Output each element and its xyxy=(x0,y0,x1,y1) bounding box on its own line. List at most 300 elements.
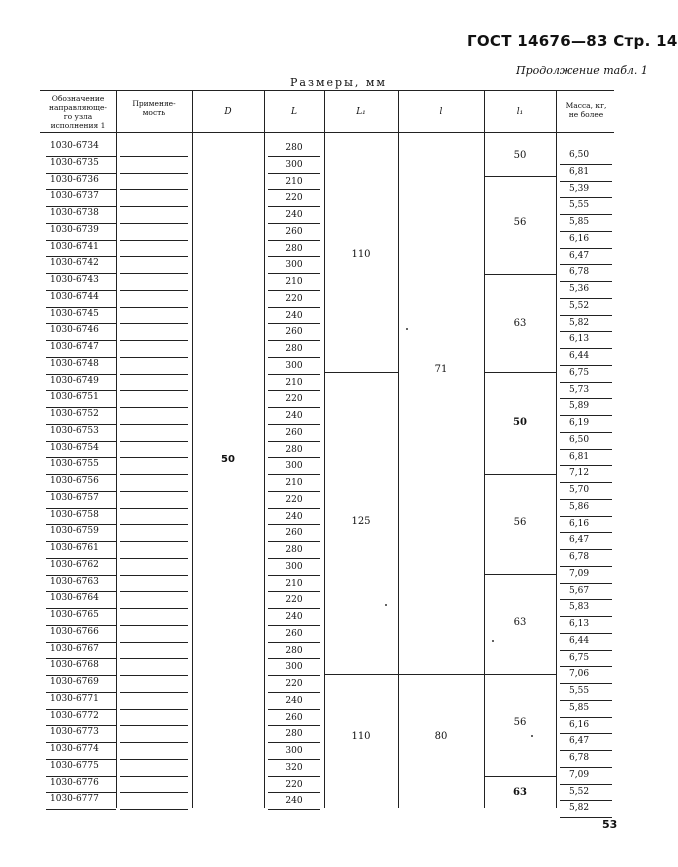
mass-cell: 6,81 xyxy=(569,451,590,462)
designation-cell: 1030-6736 xyxy=(50,174,99,185)
row-rule xyxy=(120,357,188,358)
row-rule xyxy=(268,240,320,241)
row-rule xyxy=(268,223,320,224)
L-cell: 210 xyxy=(285,578,303,589)
row-rule xyxy=(268,709,320,710)
mass-cell: 6,16 xyxy=(569,719,590,730)
row-rule xyxy=(46,457,116,458)
L-cell: 280 xyxy=(285,344,303,354)
mass-rule xyxy=(560,331,612,332)
col-sep-4 xyxy=(324,90,325,808)
mass-rule xyxy=(560,315,612,316)
gost-header: ГОСТ 14676—83 Стр. 14 xyxy=(467,32,678,50)
row-rule xyxy=(120,273,188,274)
row-rule xyxy=(46,273,116,274)
row-rule xyxy=(120,591,188,592)
row-rule xyxy=(120,725,188,726)
mass-rule xyxy=(560,566,612,567)
col-sep-6 xyxy=(484,90,485,808)
row-rule xyxy=(268,340,320,341)
mass-rule xyxy=(560,432,612,433)
row-rule xyxy=(268,307,320,308)
merged-l1-1: 50 xyxy=(513,150,527,161)
row-rule xyxy=(46,189,116,190)
row-rule xyxy=(120,491,188,492)
mass-rule xyxy=(560,214,612,215)
col-sep-1 xyxy=(116,90,117,808)
L-cell: 260 xyxy=(285,628,303,639)
designation-cell: 1030-6773 xyxy=(50,727,99,738)
L-cell: 280 xyxy=(285,444,303,455)
mass-cell: 7,09 xyxy=(569,769,590,780)
L-cell: 220 xyxy=(285,779,303,790)
mass-cell: 6,44 xyxy=(569,635,590,646)
mass-cell: 5,36 xyxy=(569,284,590,294)
row-rule xyxy=(268,407,320,408)
L-cell: 220 xyxy=(285,679,303,689)
print-speck xyxy=(531,735,533,737)
designation-cell: 1030-6762 xyxy=(50,559,99,570)
mass-cell: 5,82 xyxy=(569,803,590,814)
row-rule xyxy=(268,156,320,157)
mass-rule xyxy=(560,415,612,416)
row-rule xyxy=(268,323,320,324)
row-rule xyxy=(120,776,188,777)
mass-rule xyxy=(560,264,612,265)
mass-cell: 6,78 xyxy=(569,267,590,278)
mass-rule xyxy=(560,482,612,483)
designation-cell: 1030-6735 xyxy=(50,157,99,168)
designation-cell: 1030-6767 xyxy=(50,643,99,654)
mass-rule xyxy=(560,549,612,550)
designation-cell: 1030-6744 xyxy=(50,291,99,302)
l1-group-sep-2 xyxy=(484,274,556,275)
row-rule xyxy=(120,558,188,559)
designation-cell: 1030-6758 xyxy=(50,509,99,520)
designation-cell: 1030-6759 xyxy=(50,526,99,537)
row-rule xyxy=(268,173,320,174)
L-cell: 280 xyxy=(285,143,303,153)
row-rule xyxy=(268,491,320,492)
merged-l1-2: 56 xyxy=(513,217,527,228)
L-cell: 240 xyxy=(285,796,303,807)
row-rule xyxy=(268,776,320,777)
mass-cell: 6,47 xyxy=(569,736,590,747)
designation-cell: 1030-6751 xyxy=(50,392,99,403)
designation-cell: 1030-6761 xyxy=(50,543,99,553)
designation-cell: 1030-6737 xyxy=(50,191,99,202)
row-rule xyxy=(268,759,320,760)
header-applicability: Применяе- мость xyxy=(132,99,176,117)
L-cell: 220 xyxy=(285,193,303,204)
L-cell: 280 xyxy=(285,729,303,740)
row-rule xyxy=(120,759,188,760)
mass-cell: 6,81 xyxy=(569,166,590,177)
mass-rule xyxy=(560,800,612,801)
mass-rule xyxy=(560,633,612,634)
designation-cell: 1030-6747 xyxy=(50,342,99,352)
mass-cell: 6,16 xyxy=(569,233,590,244)
table-continuation-note: Продолжение табл. 1 xyxy=(516,64,648,77)
table-header-divider xyxy=(40,132,614,133)
header-L1: L₁ xyxy=(356,107,366,117)
mass-cell: 6,47 xyxy=(569,250,590,261)
row-rule xyxy=(268,658,320,659)
mass-rule xyxy=(560,449,612,450)
designation-cell: 1030-6739 xyxy=(50,224,99,235)
l1-group-sep-3 xyxy=(484,372,556,373)
table-top-border xyxy=(40,90,614,91)
row-rule xyxy=(120,424,188,425)
print-speck xyxy=(492,640,494,642)
L-cell: 240 xyxy=(285,612,303,622)
mass-rule xyxy=(560,666,612,667)
row-rule xyxy=(268,357,320,358)
row-rule xyxy=(120,256,188,257)
row-rule xyxy=(120,575,188,576)
l1-group-sep-5 xyxy=(484,574,556,575)
mass-rule xyxy=(560,365,612,366)
header-D: D xyxy=(224,107,232,117)
merged-l1-6: 63 xyxy=(513,617,527,628)
L-cell: 260 xyxy=(285,528,303,539)
col-sep-3 xyxy=(264,90,265,808)
mass-rule xyxy=(560,281,612,282)
row-rule xyxy=(268,189,320,190)
row-rule xyxy=(268,273,320,274)
row-rule xyxy=(268,742,320,743)
row-rule xyxy=(46,256,116,257)
page-number: 53 xyxy=(602,818,618,831)
L-cell: 210 xyxy=(285,377,303,388)
mass-rule xyxy=(560,298,612,299)
designation-cell: 1030-6777 xyxy=(50,794,99,805)
L-cell: 280 xyxy=(285,545,303,555)
mass-rule xyxy=(560,465,612,466)
row-rule xyxy=(46,524,116,525)
row-rule xyxy=(120,407,188,408)
L-cell: 300 xyxy=(285,746,303,756)
L-cell: 240 xyxy=(285,210,303,220)
row-rule xyxy=(120,541,188,542)
mass-cell: 6,75 xyxy=(569,367,590,378)
row-rule xyxy=(268,541,320,542)
designation-cell: 1030-6754 xyxy=(50,442,99,453)
mass-rule xyxy=(560,516,612,517)
merged-l-2: 80 xyxy=(434,731,448,742)
mass-rule xyxy=(560,784,612,785)
mass-cell: 5,52 xyxy=(569,786,590,797)
row-rule xyxy=(120,524,188,525)
designation-cell: 1030-6769 xyxy=(50,677,99,687)
row-rule xyxy=(46,323,116,324)
L-cell: 300 xyxy=(285,159,303,170)
mass-cell: 6,47 xyxy=(569,535,590,546)
row-rule xyxy=(120,240,188,241)
merged-L1-1: 110 xyxy=(351,249,371,260)
row-rule xyxy=(268,441,320,442)
row-rule xyxy=(120,625,188,626)
row-rule xyxy=(120,307,188,308)
print-speck xyxy=(406,328,408,330)
merged-L1-3: 110 xyxy=(351,731,371,742)
designation-cell: 1030-6742 xyxy=(50,258,99,269)
mass-cell: 6,50 xyxy=(569,434,590,445)
L-cell: 260 xyxy=(285,327,303,338)
L1-group-sep-2 xyxy=(324,674,398,675)
merged-l1-8: 63 xyxy=(513,787,527,798)
mass-rule xyxy=(560,382,612,383)
mass-cell: 6,44 xyxy=(569,351,590,361)
L-cell: 220 xyxy=(285,494,303,505)
l1-group-sep-7 xyxy=(484,776,556,777)
mass-rule xyxy=(560,767,612,768)
mass-cell: 5,82 xyxy=(569,317,590,328)
designation-cell: 1030-6768 xyxy=(50,660,99,671)
print-speck xyxy=(385,604,387,606)
row-rule xyxy=(46,541,116,542)
L-cell: 240 xyxy=(285,411,303,421)
row-rule xyxy=(268,575,320,576)
row-rule xyxy=(268,390,320,391)
designation-cell: 1030-6755 xyxy=(50,459,99,470)
row-rule xyxy=(120,742,188,743)
row-rule xyxy=(268,524,320,525)
mass-rule xyxy=(560,616,612,617)
col-sep-7 xyxy=(556,90,557,808)
designation-cell: 1030-6764 xyxy=(50,593,99,604)
merged-l1-7: 56 xyxy=(513,717,527,728)
designation-cell: 1030-6757 xyxy=(50,492,99,503)
col-sep-5 xyxy=(398,90,399,808)
L-cell: 300 xyxy=(285,260,303,271)
row-rule xyxy=(46,725,116,726)
row-rule xyxy=(120,508,188,509)
mass-cell: 5,83 xyxy=(569,602,590,613)
row-rule xyxy=(268,206,320,207)
designation-cell: 1030-6749 xyxy=(50,375,99,386)
row-rule xyxy=(268,725,320,726)
row-rule xyxy=(268,625,320,626)
designation-cell: 1030-6756 xyxy=(50,476,99,486)
row-rule xyxy=(268,290,320,291)
l1-group-sep-6 xyxy=(484,674,556,675)
mass-cell: 5,85 xyxy=(569,217,590,227)
L-cell: 300 xyxy=(285,561,303,572)
l1-group-sep-4 xyxy=(484,474,556,475)
row-rule xyxy=(46,340,116,341)
L-cell: 220 xyxy=(285,595,303,606)
L-cell: 280 xyxy=(285,243,303,254)
L-cell: 320 xyxy=(285,762,303,773)
mass-cell: 5,89 xyxy=(569,401,590,412)
row-rule xyxy=(46,658,116,659)
L-cell: 240 xyxy=(285,310,303,321)
L-cell: 280 xyxy=(285,645,303,656)
row-rule xyxy=(120,709,188,710)
row-rule xyxy=(120,642,188,643)
row-rule xyxy=(46,809,116,810)
row-rule xyxy=(268,508,320,509)
mass-cell: 7,06 xyxy=(569,669,590,680)
mass-rule xyxy=(560,348,612,349)
designation-cell: 1030-6753 xyxy=(50,425,99,436)
designation-cell: 1030-6766 xyxy=(50,626,99,637)
row-rule xyxy=(120,156,188,157)
dimensions-caption: Размеры, мм xyxy=(290,76,387,89)
row-rule xyxy=(120,189,188,190)
mass-rule xyxy=(560,750,612,751)
row-rule xyxy=(268,608,320,609)
row-rule xyxy=(268,642,320,643)
L-cell: 220 xyxy=(285,293,303,304)
mass-rule xyxy=(560,231,612,232)
row-rule xyxy=(268,474,320,475)
mass-cell: 6,16 xyxy=(569,518,590,529)
mass-cell: 5,39 xyxy=(569,183,590,194)
L-cell: 240 xyxy=(285,511,303,522)
L-cell: 240 xyxy=(285,695,303,706)
row-rule xyxy=(120,675,188,676)
header-l1: l₁ xyxy=(516,107,524,117)
mass-cell: 5,67 xyxy=(569,585,590,596)
merged-L1-2: 125 xyxy=(351,516,371,527)
row-rule xyxy=(120,792,188,793)
mass-cell: 6,78 xyxy=(569,753,590,763)
mass-cell: 5,86 xyxy=(569,501,590,512)
mass-cell: 6,75 xyxy=(569,652,590,663)
merged-l1-5: 56 xyxy=(513,517,527,528)
L-cell: 260 xyxy=(285,226,303,237)
designation-cell: 1030-6748 xyxy=(50,358,99,369)
designation-cell: 1030-6752 xyxy=(50,409,99,419)
designation-cell: 1030-6765 xyxy=(50,610,99,620)
mass-cell: 5,73 xyxy=(569,384,590,395)
row-rule xyxy=(120,608,188,609)
merged-D: 50 xyxy=(221,454,235,465)
mass-rule xyxy=(560,717,612,718)
mass-rule xyxy=(560,499,612,500)
row-rule xyxy=(120,340,188,341)
mass-rule xyxy=(560,683,612,684)
row-rule xyxy=(268,809,320,810)
row-rule xyxy=(120,173,188,174)
designation-cell: 1030-6745 xyxy=(50,308,99,319)
row-rule xyxy=(120,223,188,224)
row-rule xyxy=(268,457,320,458)
row-rule xyxy=(268,675,320,676)
header-mass: Масса, кг, не более xyxy=(565,101,607,119)
mass-rule xyxy=(560,700,612,701)
row-rule xyxy=(120,809,188,810)
mass-cell: 7,09 xyxy=(569,568,590,579)
row-rule xyxy=(120,457,188,458)
mass-rule xyxy=(560,398,612,399)
row-rule xyxy=(46,474,116,475)
mass-cell: 6,19 xyxy=(569,418,590,428)
mass-cell: 6,13 xyxy=(569,619,590,629)
row-rule xyxy=(46,608,116,609)
mass-cell: 7,12 xyxy=(569,468,590,479)
row-rule xyxy=(120,374,188,375)
mass-rule xyxy=(560,181,612,182)
L1-group-sep-1 xyxy=(324,372,398,373)
mass-rule xyxy=(560,733,612,734)
mass-rule xyxy=(560,197,612,198)
row-rule xyxy=(120,290,188,291)
L-cell: 210 xyxy=(285,176,303,187)
designation-cell: 1030-6741 xyxy=(50,241,99,252)
merged-l1-3: 63 xyxy=(513,318,527,329)
designation-cell: 1030-6771 xyxy=(50,693,99,704)
row-rule xyxy=(268,424,320,425)
mass-cell: 6,50 xyxy=(569,150,590,160)
L-cell: 220 xyxy=(285,394,303,405)
designation-cell: 1030-6734 xyxy=(50,141,99,151)
mass-cell: 6,13 xyxy=(569,334,590,345)
row-rule xyxy=(46,591,116,592)
merged-l1-4: 50 xyxy=(513,417,527,428)
designation-cell: 1030-6772 xyxy=(50,710,99,721)
row-rule xyxy=(120,206,188,207)
row-rule xyxy=(46,675,116,676)
row-rule xyxy=(46,390,116,391)
designation-cell: 1030-6746 xyxy=(50,325,99,336)
designation-cell: 1030-6763 xyxy=(50,576,99,587)
row-rule xyxy=(268,591,320,592)
row-rule xyxy=(120,323,188,324)
designation-cell: 1030-6774 xyxy=(50,744,99,754)
mass-cell: 5,70 xyxy=(569,485,590,495)
merged-l-1: 71 xyxy=(434,364,448,375)
designation-cell: 1030-6776 xyxy=(50,777,99,788)
mass-rule xyxy=(560,599,612,600)
row-rule xyxy=(120,390,188,391)
col-sep-2 xyxy=(192,90,193,808)
row-rule xyxy=(120,658,188,659)
mass-rule xyxy=(560,583,612,584)
row-rule xyxy=(46,206,116,207)
mass-rule xyxy=(560,650,612,651)
L-cell: 300 xyxy=(285,360,303,371)
row-rule xyxy=(120,441,188,442)
row-rule xyxy=(46,742,116,743)
l1-group-sep-1 xyxy=(484,176,556,177)
L-cell: 210 xyxy=(285,478,303,488)
designation-cell: 1030-6743 xyxy=(50,275,99,285)
mass-cell: 5,55 xyxy=(569,686,590,696)
row-rule xyxy=(120,474,188,475)
mass-rule xyxy=(560,532,612,533)
row-rule xyxy=(268,256,320,257)
header-L: L xyxy=(291,107,297,117)
L-cell: 260 xyxy=(285,712,303,723)
mass-cell: 5,55 xyxy=(569,200,590,211)
row-rule xyxy=(268,374,320,375)
L-cell: 300 xyxy=(285,662,303,673)
row-rule xyxy=(268,558,320,559)
mass-rule xyxy=(560,164,612,165)
l-group-sep xyxy=(398,674,484,675)
L-cell: 260 xyxy=(285,427,303,438)
mass-rule xyxy=(560,248,612,249)
mass-cell: 5,85 xyxy=(569,702,590,713)
row-rule xyxy=(46,792,116,793)
L-cell: 300 xyxy=(285,461,303,472)
designation-cell: 1030-6775 xyxy=(50,760,99,771)
designation-cell: 1030-6738 xyxy=(50,208,99,218)
mass-cell: 5,52 xyxy=(569,300,590,311)
